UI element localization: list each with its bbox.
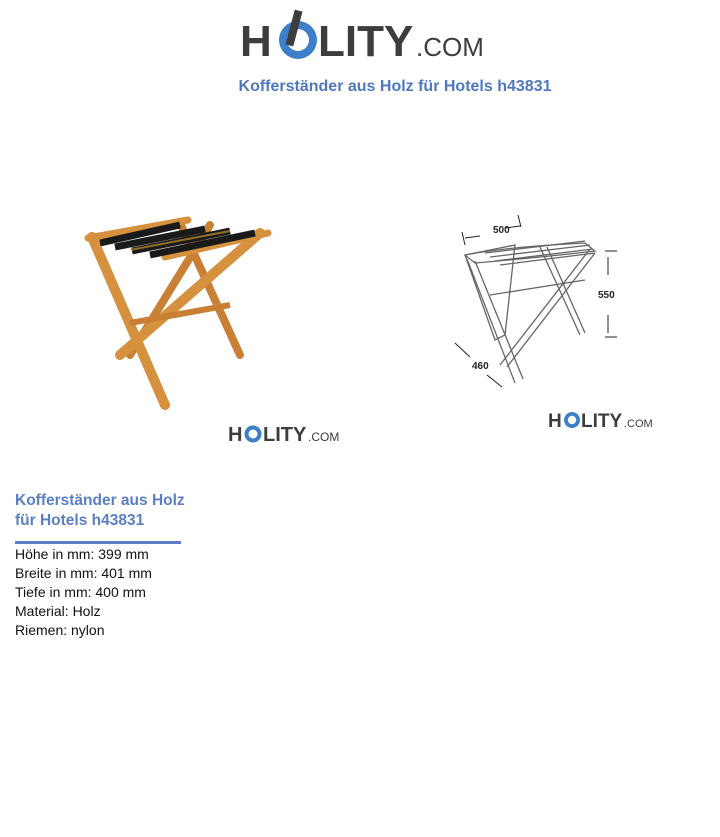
drawing-watermark-logo xyxy=(548,406,660,434)
photo-watermark-logo xyxy=(228,420,346,448)
svg-text:H: H xyxy=(548,411,562,432)
svg-text:.COM: .COM xyxy=(308,430,340,444)
spec-strap: Riemen: nylon xyxy=(15,622,105,638)
title-divider xyxy=(15,541,181,544)
svg-text:.COM: .COM xyxy=(416,32,484,62)
depth-dimension-label: 460 xyxy=(472,361,489,372)
photo-watermark-text: HOLITY.COM xyxy=(228,420,235,421)
svg-text:H: H xyxy=(240,17,272,66)
page-title: Kofferständer aus Holz für Hotels h43831 xyxy=(238,78,552,95)
width-dimension-label: 500 xyxy=(493,225,510,236)
product-photo xyxy=(70,205,290,420)
svg-text:LITY: LITY xyxy=(263,424,307,446)
product-title-line-1: Kofferständer aus Holz xyxy=(15,492,185,509)
dimension-drawing xyxy=(445,205,645,405)
spec-material: Material: Holz xyxy=(15,603,101,619)
spec-height: Höhe in mm: 399 mm xyxy=(15,546,149,562)
svg-text:.COM: .COM xyxy=(624,418,653,430)
svg-text:LITY: LITY xyxy=(581,411,623,432)
holity-logo[interactable] xyxy=(240,8,485,70)
drawing-watermark-text: HOLITY.COM xyxy=(548,406,555,407)
spec-depth: Tiefe in mm: 400 mm xyxy=(15,584,146,600)
spec-width: Breite in mm: 401 mm xyxy=(15,565,152,581)
product-title-line-2: für Hotels h43831 xyxy=(15,512,145,529)
logo-text: HOLITY.COM xyxy=(240,8,247,9)
height-dimension-label: 550 xyxy=(598,290,615,301)
svg-text:H: H xyxy=(228,424,243,446)
product-title xyxy=(15,491,215,531)
svg-text:LITY: LITY xyxy=(318,17,414,66)
spec-list xyxy=(15,545,152,640)
